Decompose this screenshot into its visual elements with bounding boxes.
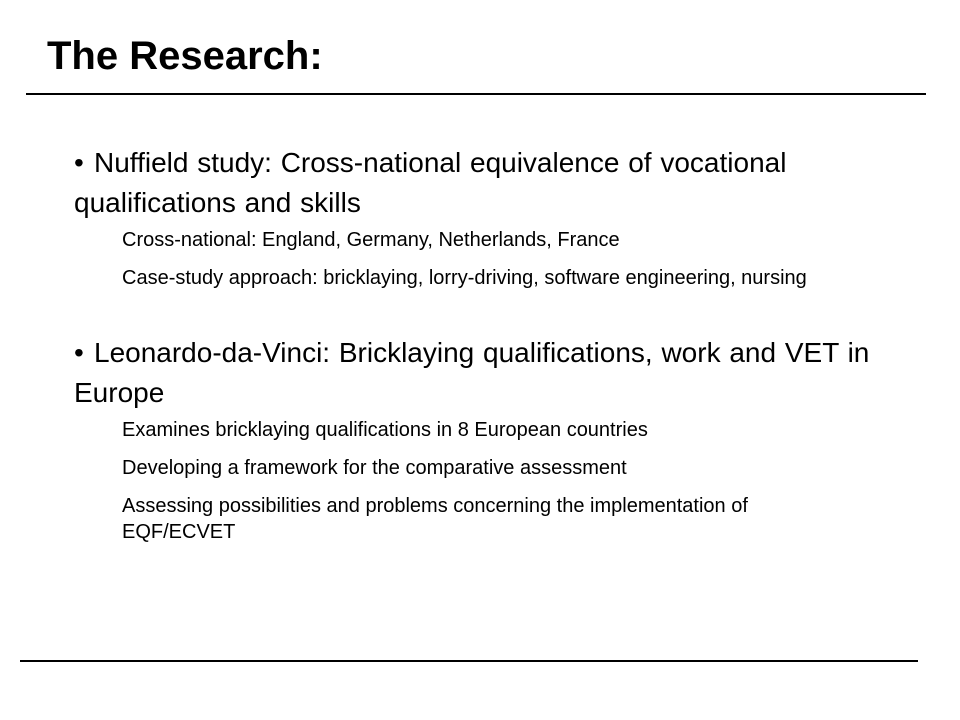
title-divider bbox=[26, 93, 926, 95]
section-heading bbox=[74, 143, 874, 223]
footer-divider bbox=[20, 660, 918, 662]
section-heading-text: Nuffield study: Cross-national equivalence of vocational qualifications and skills bbox=[74, 147, 787, 218]
sub-point: Examines bricklaying qualifications in 8 European countries bbox=[122, 419, 648, 441]
sub-point-list bbox=[74, 227, 874, 291]
sub-point: Case-study approach: bricklaying, lorry-driving, software engineering, nursing bbox=[122, 267, 807, 289]
sub-point: Developing a framework for the comparative assessment bbox=[122, 457, 627, 479]
sub-point: Assessing possibilities and problems concerning the implementation of EQF/ECVET bbox=[122, 495, 748, 543]
section-leonardo-da-vinci bbox=[74, 333, 874, 545]
section-heading bbox=[74, 333, 874, 413]
section-heading-text: Leonardo-da-Vinci: Bricklaying qualifications, work and VET in Europe bbox=[74, 337, 870, 408]
sub-point-list bbox=[74, 417, 874, 545]
slide-content bbox=[74, 143, 874, 545]
section-nuffield-study bbox=[74, 143, 874, 291]
sub-point: Cross-national: England, Germany, Netherlands, France bbox=[122, 229, 620, 251]
slide-title: The Research: bbox=[47, 34, 323, 78]
bullet-marker: • bbox=[74, 147, 84, 178]
bullet-marker: • bbox=[74, 337, 84, 368]
